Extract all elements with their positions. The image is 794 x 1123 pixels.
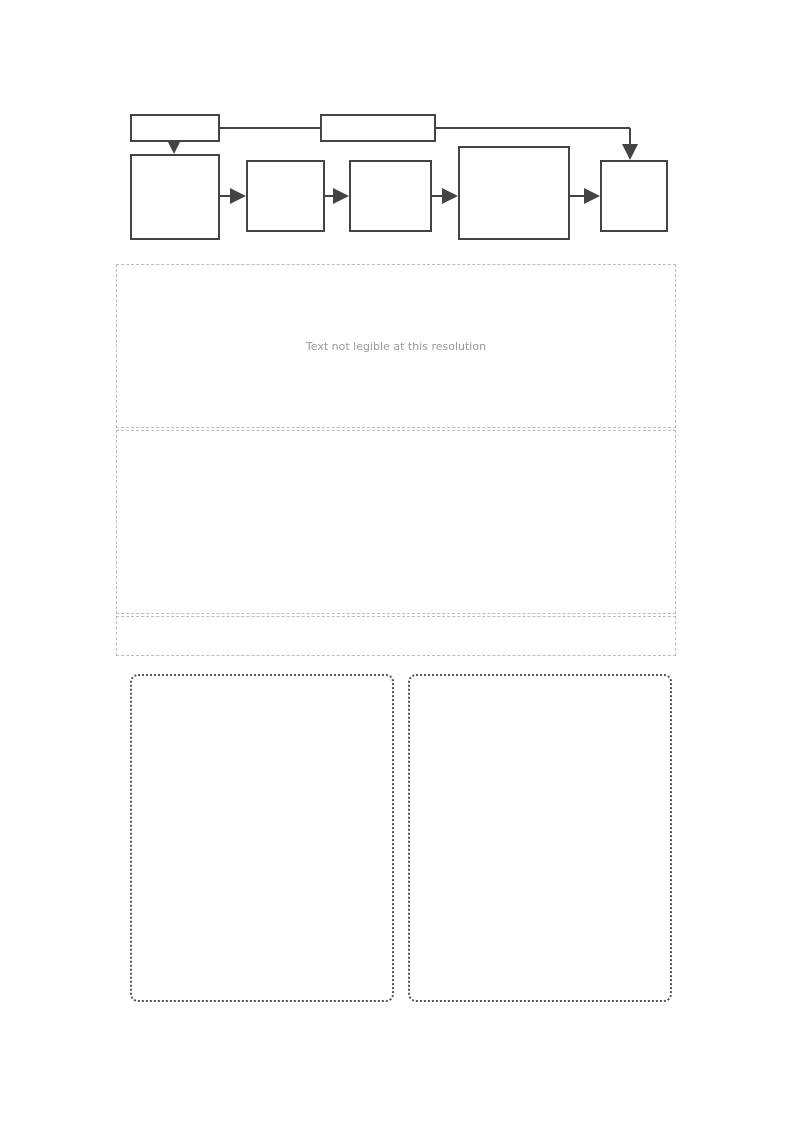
flow-box-step-4 [458, 146, 570, 240]
question-6-options-block [116, 264, 676, 428]
illegible-notice: Text not legible at this resolution [305, 339, 487, 353]
flow-box-step-5 [600, 160, 668, 232]
question-8-block [116, 616, 676, 656]
material-one-box [130, 674, 394, 1002]
flow-box-step-2 [246, 160, 325, 232]
flow-box-top-left [130, 114, 220, 142]
flow-box-step-3 [349, 160, 432, 232]
material-two-box [408, 674, 672, 1002]
question-7-block [116, 430, 676, 614]
flow-box-top-center [320, 114, 436, 142]
flow-box-step-1 [130, 154, 220, 240]
